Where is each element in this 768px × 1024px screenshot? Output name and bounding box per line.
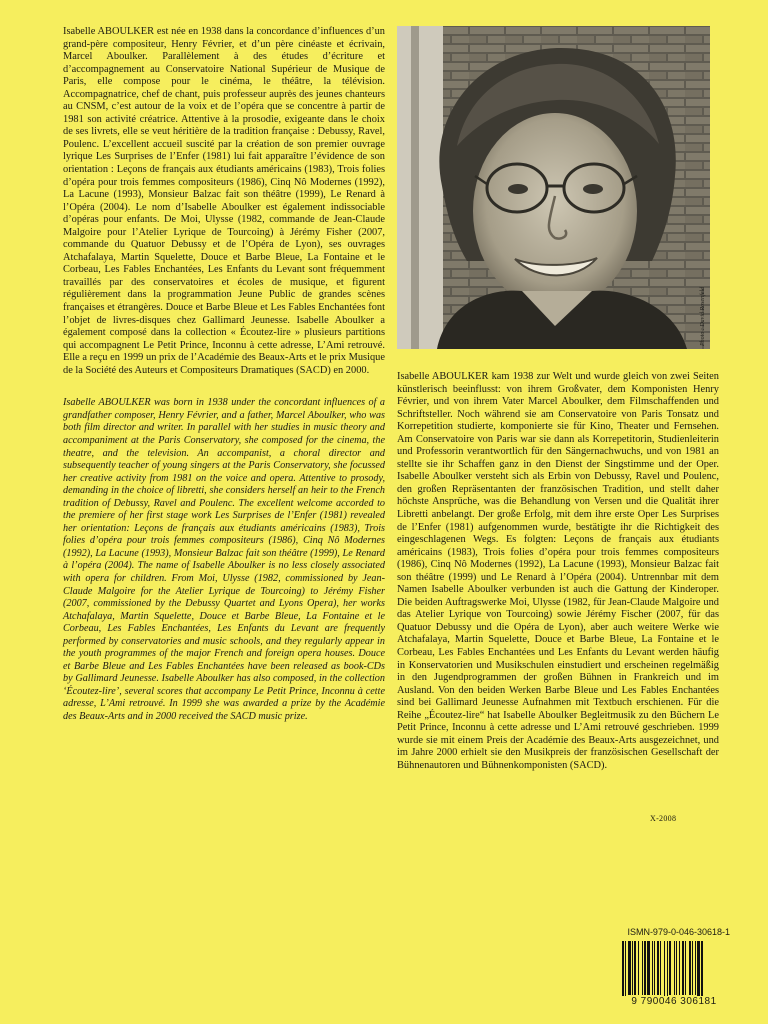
german-biography: Isabelle ABOULKER kam 1938 zur Welt und wurde gleich von zwei Seiten künstlerisch beeinflusst: von ihrem Großvater, dem Komponisten Henry Février, und von ihrem Vater Marcel Aboulker, dem Filmschaffenden und Schriftsteller. Noch während sie am Conservatoire von Paris Tonsatz und Korrepetition studierte, komponierte sie für Kino, Theater und Fernsehen. Am Conservatoire von Paris war sie dann als Korrepetitorin, Studienleiterin und Professorin verantwortlich für den Sängernachwuchs, und von 1981 an stellte sie ihr Schaffen ganz in den Dienst der Singstimme und der Oper. Isabelle Aboulker versteht sich als Erbin von Debussy, Ravel und Poulenc, den großen Repräsentanten der französischen Tradition, und stellt daher höchste Ansprüche, was die Behandlung von Versen und die Qualität ihrer Libretti anbelangt. Der große Erfolg, mit dem ihre erste Oper Les Surprises de l’Enfer (1981) aufgenommen wurde, bestätigte ihr die Richtigkeit des eingeschlagenen Wegs. Es folgten: Leçons de français aux étudiants américains (1983), Trois folies d’opéra pour trois femmes compositeurs (1986), Cinq Nô Modernes (1992), La Lacune (1993), Monsieur Balzac fait son théâtre (1999) und Le Renard à l’Opéra (2004). Untrennbar mit dem Namen Isabelle Aboulker verbunden ist auch die Gattung der Kinderoper. Die beiden Auftragswerke Moi, Ulysse (1982, für Jean-Claude Malgoire und das Atelier Lyrique von Tourcoing) sowie Jérémy Fischer (2007, für das Quatuor Debussy und die Opéra de Lyon), aber auch weitere Werke wie Atchafalaya, Martin Squelette, Douce et Barbe Bleue, La Fontaine et le Corbeau, Les Fables Enchantées und Les Enfants du Levant werden häufig in Konservatorien und Musikschulen einstudiert und erscheinen regelmäßig in den Jugendprogrammen der großen Bühnen in Frankreich und im Ausland. Von den beiden Werken Barbe Bleue und Les Fables Enchantées sind bei Gallimard Jeunesse Aufnahmen mit Textbuch erschienen. Für die Reihe „Écoutez-lire“ hat Isabelle Aboulker Begleitmusik zu den Büchern Le Petit Prince, Inconnu à cette adresse und L’Ami retrouvé geschrieben. 1999 wurde sie mit einem Preis der Académie des Beaux-Arts ausgezeichnet, und im Jahre 2000 erhielt sie den Musikpreis der französischen Gesellschaft der Bühnenautoren und Bühnenkomponisten (SACD). [397,371,719,771]
barcode-bar [625,941,626,1001]
portrait-illustration [397,26,710,349]
barcode-bar [622,941,624,1001]
barcode-bar [652,941,653,995]
barcode-bar [654,941,655,995]
barcode-bar [664,941,665,1001]
barcode-bar [647,941,650,995]
left-column [63,26,385,724]
barcode-bar [628,941,631,995]
barcode-number: 9 790046 306181 [618,996,730,1007]
barcode-bar [679,941,680,995]
barcode-bar [660,941,661,995]
barcode-bar [674,941,675,995]
barcode-bar [667,941,668,1001]
composer-portrait-photo [397,26,710,349]
english-biography: Isabelle ABOULKER was born in 1938 under the concordant influences of a grandfather composer, Henry Février, and a father, Marcel Aboulker, who was both film director and writer. In parallel with her studies in music theory and accompaniment at the Paris Conservatory, she composed for the cinema, the theatre, and the television. An accompanist, a choral director and subsequently teacher of young singers at the Paris Conservatory, she focussed her creative activity from 1981 on the voice and opera. Attentive to prosody, demanding in the choice of libretti, she considers herself an heir to the French tradition of Debussy, Ravel and Poulenc. The excellent welcome accorded to the premiere of her first stage work Les Surprises de l’Enfer (1981) revealed her orientation: Leçons de français aux étudiants américains (1983), Trois folies d’opéra pour trois femmes compositeurs (1986), Cinq Nô Modernes (1992), La Lacune (1993), Monsieur Balzac fait son théâtre (1999), Le Renard à l’opéra (2004). The name of Isabelle Aboulker is no less closely associated with opera for children. From Moi, Ulysse (1982, commissioned by Jean-Claude Malgoire for the Atelier Lyrique de Tourcoing) to Jérémy Fisher (2007, commissioned by the Debussy Quartet and Lyons Opera), her works Atchafalaya, Martin Squelette, Douce et Barbe Bleue, La Fontaine et le Corbeau, Les Fables Enchantées, Les Enfants du Levant are frequently performed by conservatories and music schools, and they regularly appear in the youth programmes of the major French and foreign opera houses. Douce et Barbe Bleue and Les Fables Enchantées have been released as book-CDs by Gallimard Jeunesse. Isabelle Aboulker has also composed, in the collection ‘Écoutez-lire’, several scores that accompany Le Petit Prince, Inconnu à cette adresse, L’Ami retrouvé. In 1999 she was awarded a prize by the Académie des Beaux-Arts and in 2000 received the SACD music prize. [63,397,385,722]
ismn-label: ISMN-979-0-046-30618-1 [627,927,730,937]
french-biography: Isabelle ABOULKER est née en 1938 dans la concordance d’influences d’un grand-père compositeur, Henry Février, et d’un père cinéaste et écrivain, Marcel Aboulker. Parallèlement à des études d’écriture et d’accompagnement au Conservatoire National Supérieur de Musique de Paris, elle compose pour le cinéma, le théâtre, la télévision. Accompagnatrice, chef de chant, puis professeur auprès des jeunes chanteurs au CNSM, c’est autour de la voix et de l’opéra que se concentre à partir de 1981 son activité créatrice. Attentive à la prosodie, exigeante dans le choix de ses livrets, elle se veut héritière de la tradition française : Debussy, Ravel, Poulenc. L’excellent accueil suscité par la création de son premier ouvrage lyrique Les Surprises de l’Enfer (1981) lui fait apparaître l’évidence de son orientation : Leçons de français aux étudiants américains (1983), Trois folies d’opéra pour trois femmes compositeurs (1986), Cinq Nô Modernes (1992), La Lacune (1993), Monsieur Balzac fait son théâtre (1999), Le Renard à l’Opéra (2004). Le nom d’Isabelle Aboulker est également indissociable d’opéras pour enfants. De Moi, Ulysse (1982, commande de Jean-Claude Malgoire pour l’Atelier Lyrique de Tourcoing) à Jérémy Fisher (2007, commande du Quatuor Debussy et de l’Opéra de Lyon), ses ouvrages Atchafalaya, Martin Squelette, Douce et Barbe Bleue, La Fontaine et le Corbeau, Les Fables Enchantées, Les Enfants du Levant sont fréquemment travaillés par des conservatoires et écoles de musique, et figurent régulièrement dans la programmation Jeune Public de grandes scènes françaises et étrangères. Douce et Barbe Bleue et Les Fables Enchantées font l’objet de livres-disques chez Gallimard Jeunesse. Isabelle Aboulker a également composé dans la collection « Écoutez-lire » plusieurs partitions qui accompagnent Le Petit Prince, Inconnu à cette adresse, L’Ami retrouvé. Elle a reçu en 1999 un prix de l’Académie des Beaux-Arts et le prix Musique de la Société des Auteurs et Compositeurs Dramatiques (SACD) en 2000. [63,26,385,376]
barcode-bar [644,941,646,995]
barcode-bar [676,941,677,995]
barcode-bar [638,941,639,995]
barcode-bar [642,941,643,995]
barcode-bar [695,941,696,995]
barcode-bar [697,941,700,1001]
barcode-bar [692,941,693,995]
barcode-bar [701,941,703,1001]
barcode-bar [685,941,686,995]
barcode-bar [634,941,636,995]
right-column [397,371,719,773]
barcode-bar [632,941,633,995]
barcode-bar [657,941,659,995]
photo-credit: Photo : David Rosenfeld [700,286,706,346]
barcode-bar [689,941,691,995]
date-code: X-2008 [650,814,677,823]
barcode-bar [682,941,684,995]
barcode-bar [669,941,671,995]
